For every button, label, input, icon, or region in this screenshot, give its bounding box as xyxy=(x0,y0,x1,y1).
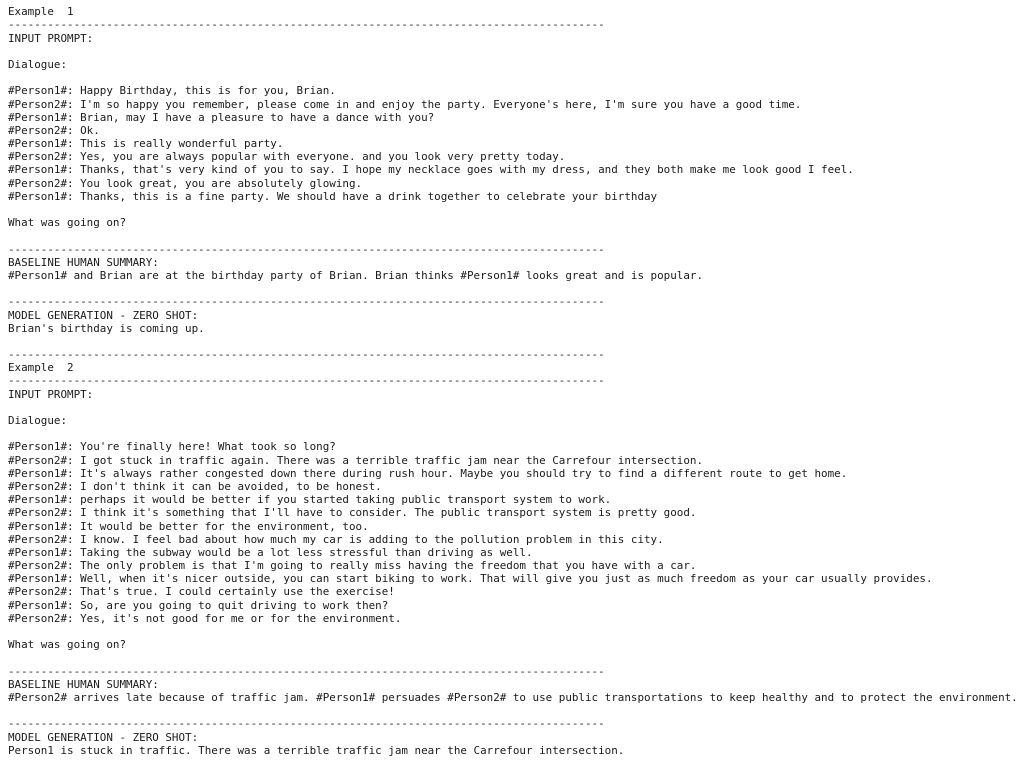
dialogue-line: #Person2#: Yes, you are always popular with everyone. and you look very pretty today. xyxy=(8,150,566,164)
dialogue-line: #Person1#: Happy Birthday, this is for you, Brian. xyxy=(8,84,336,98)
model-generation-label: MODEL GENERATION - ZERO SHOT: xyxy=(8,308,199,322)
model-generation-label: MODEL GENERATION - ZERO SHOT: xyxy=(8,730,199,744)
separator-line: ------------------------------------------------------------------------------------------- xyxy=(8,242,605,256)
dialogue-line: #Person2#: The only problem is that I'm going to really miss having the freedom that you have with a car. xyxy=(8,559,697,573)
dialogue-line: #Person1#: Thanks, this is a fine party. We should have a drink together to celebrate your birthday xyxy=(8,189,658,203)
dialogue-label: Dialogue: xyxy=(8,414,68,427)
blank-line xyxy=(8,45,1020,58)
model-generation-text: Person1 is stuck in traffic. There was a terrible traffic jam near the Carrefour intersection. xyxy=(8,743,625,757)
dialogue-line: #Person2#: That's true. I could certainly use the exercise! xyxy=(8,585,395,599)
dialogue-line: #Person1#: Thanks, that's very kind of you to say. I hope my necklace goes with my dress, and they both make me look good I feel. xyxy=(8,163,854,177)
baseline-summary: #Person1# and Brian are at the birthday party of Brian. Brian thinks #Person1# looks great and is popular. xyxy=(8,268,704,282)
example-header: Example 2 xyxy=(8,361,74,375)
blank-line xyxy=(8,704,1020,717)
dialogue-line: #Person2#: I got stuck in traffic again. There was a terrible traffic jam near the Carrefour intersection. xyxy=(8,453,704,467)
question-line: What was going on? xyxy=(8,638,127,652)
baseline-label: BASELINE HUMAN SUMMARY: xyxy=(8,255,159,269)
dialogue-line: #Person2#: You look great, you are absolutely glowing. xyxy=(8,176,363,190)
dialogue-line: #Person1#: Taking the subway would be a lot less stressful than driving as well. xyxy=(8,545,533,559)
dialogue-line: #Person1#: It's always rather congested down there during rush hour. Maybe you should try to find a different route to get home. xyxy=(8,466,848,480)
blank-line xyxy=(8,229,1020,242)
dialogue-line: #Person2#: I don't think it can be avoided, to be honest. xyxy=(8,479,382,493)
baseline-summary: #Person2# arrives late because of traffic jam. #Person1# persuades #Person2# to use public transportations to keep healthy and to protect the environment. xyxy=(8,690,1018,704)
baseline-label: BASELINE HUMAN SUMMARY: xyxy=(8,677,159,691)
blank-line xyxy=(8,625,1020,638)
dialogue-line: #Person1#: This is really wonderful party. xyxy=(8,137,284,151)
input-prompt-label: INPUT PROMPT: xyxy=(8,31,94,45)
dialogue-line: #Person2#: I know. I feel bad about how much my car is adding to the pollution problem in this city. xyxy=(8,532,664,546)
dialogue-line: #Person2#: I think it's something that I'll have to consider. The public transport system is pretty good. xyxy=(8,506,697,520)
dialogue-label: Dialogue: xyxy=(8,57,68,71)
model-generation-text: Brian's birthday is coming up. xyxy=(8,321,205,335)
dialogue-line: #Person1#: You're finally here! What took so long? xyxy=(8,440,336,454)
console-output xyxy=(8,0,1020,770)
separator-line: ------------------------------------------------------------------------------------------- xyxy=(8,295,605,309)
input-prompt-label: INPUT PROMPT: xyxy=(8,387,94,401)
blank-line xyxy=(8,757,1020,770)
blank-line xyxy=(8,335,1020,348)
dialogue-line: #Person1#: It would be better for the environment, too. xyxy=(8,519,369,533)
separator-line: ------------------------------------------------------------------------------------------- xyxy=(8,374,605,388)
separator-line: ------------------------------------------------------------------------------------------- xyxy=(8,348,605,362)
separator-line: ------------------------------------------------------------------------------------------- xyxy=(8,717,605,731)
blank-line xyxy=(8,427,1020,440)
separator-line: ------------------------------------------------------------------------------------------- xyxy=(8,664,605,678)
dialogue-line: #Person1#: Well, when it's nicer outside, you can start biking to work. That will give you just as much freedom as your car usually provides. xyxy=(8,572,933,586)
dialogue-line: #Person2#: Yes, it's not good for me or for the environment. xyxy=(8,611,402,625)
blank-line xyxy=(8,401,1020,414)
blank-line xyxy=(8,71,1020,84)
dialogue-line: #Person2#: I'm so happy you remember, please come in and enjoy the party. Everyone's here, I'm sure you have a good time. xyxy=(8,97,802,111)
blank-line xyxy=(8,203,1020,216)
dialogue-line: #Person1#: Brian, may I have a pleasure to have a dance with you? xyxy=(8,110,435,124)
dialogue-line: #Person2#: Ok. xyxy=(8,123,100,137)
example-header: Example 1 xyxy=(8,5,74,19)
blank-line xyxy=(8,651,1020,664)
separator-line: ------------------------------------------------------------------------------------------- xyxy=(8,18,605,32)
blank-line xyxy=(8,282,1020,295)
dialogue-line: #Person1#: So, are you going to quit driving to work then? xyxy=(8,598,389,612)
dialogue-line: #Person1#: perhaps it would be better if you started taking public transport system to work. xyxy=(8,493,612,507)
question-line: What was going on? xyxy=(8,216,127,230)
